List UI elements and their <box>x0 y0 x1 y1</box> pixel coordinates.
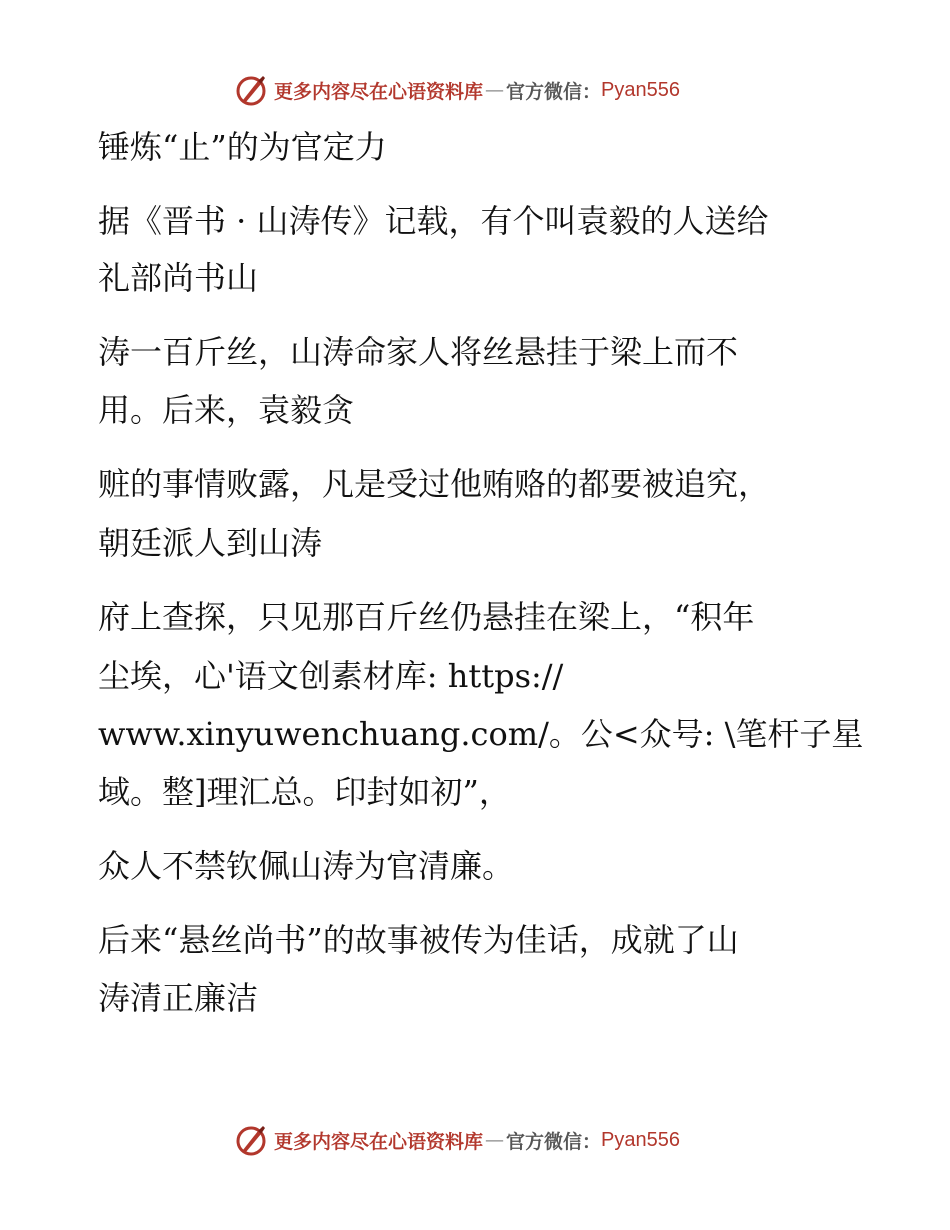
document-title: 锤炼“止”的为官定力 <box>98 128 387 166</box>
footer-site-text: 更多内容尽在心语资料库 <box>274 1130 484 1153</box>
quill-pen-circle-icon <box>234 73 268 107</box>
paragraph-line: www.xinyuwenchuang.com/。公<众号: \笔杆子星 <box>98 715 864 753</box>
paragraph-line: 后来“悬丝尚书”的故事被传为佳话，成就了山 <box>98 921 739 959</box>
footer-watermark-banner <box>234 1122 714 1158</box>
footer-dash: — <box>485 1129 505 1151</box>
header-site-text: 更多内容尽在心语资料库 <box>274 80 484 103</box>
paragraph-line: 用。后来，袁毅贪 <box>98 391 355 429</box>
header-wechat-label: 官方微信： <box>506 80 602 103</box>
paragraph-line: 赃的事情败露，凡是受过他贿赂的都要被追究， <box>98 465 771 503</box>
header-watermark-banner <box>234 72 714 108</box>
quill-pen-circle-icon <box>234 1123 268 1157</box>
footer-wechat-id: Pyan556 <box>601 1128 680 1151</box>
paragraph-line: 众人不禁钦佩山涛为官清廉。 <box>98 847 515 885</box>
header-wechat-id: Pyan556 <box>601 78 680 101</box>
paragraph-line: 尘埃，心'语文创素材库: https:// <box>98 657 564 695</box>
footer-wechat-label: 官方微信： <box>506 1130 602 1153</box>
paragraph-line: 涛清正廉洁 <box>98 979 259 1017</box>
paragraph-line: 域。整]理汇总。印封如初”， <box>98 773 511 811</box>
paragraph-line: 府上查探，只见那百斤丝仍悬挂在梁上，“积年 <box>98 598 755 636</box>
paragraph-line: 据《晋书 · 山涛传》记载，有个叫袁毅的人送给 <box>98 202 769 240</box>
paragraph-line: 朝廷派人到山涛 <box>98 524 323 562</box>
paragraph-line: 礼部尚书山 <box>98 259 259 297</box>
paragraph-line: 涛一百斤丝，山涛命家人将丝悬挂于梁上而不 <box>98 333 739 371</box>
header-dash: — <box>485 79 505 101</box>
